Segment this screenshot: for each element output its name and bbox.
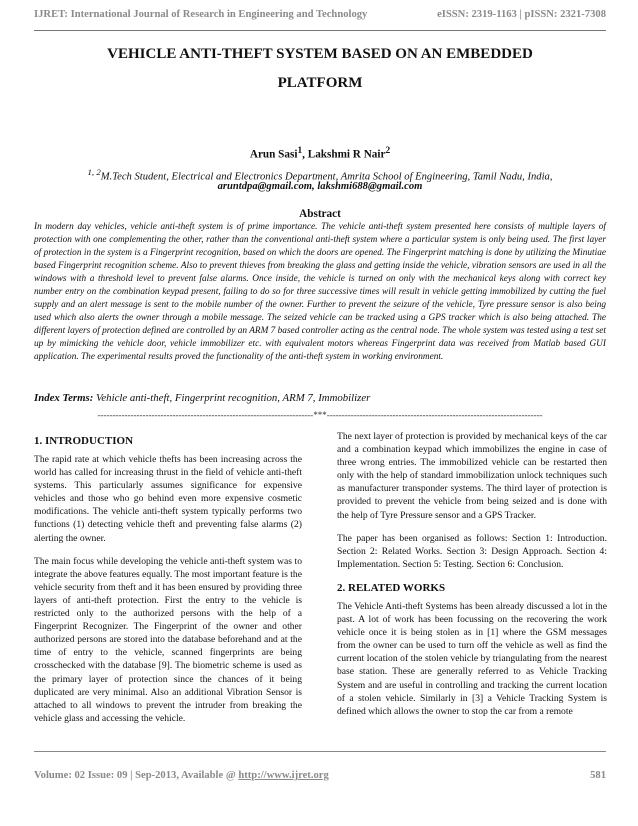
email-separator: , xyxy=(312,181,318,192)
journal-url-link[interactable]: http://www.ijret.org xyxy=(238,770,329,781)
author-email-1[interactable]: aruntdpa@gmail.com xyxy=(217,181,313,192)
paper-title-line1: VEHICLE ANTI-THEFT SYSTEM BASED ON AN EMBEDDED xyxy=(107,46,533,62)
abstract-text: In modern day vehicles, vehicle anti-theft system is of prime importance. The vehicle anti-theft system presented here consists of multiple layers of protection with one complementing the other, rather than the conventional anti-theft system where a particular system is only being used. The first layer of protection in the system is a Fingerprint recognition, based on which the doors are opened. The Fingerprint matching is done by utilizing the Minutiae based Fingerprint recognition scheme. Also to prevent thieves from breaking the glass and getting inside the vehicle, vibration sensors are used in all the windows with a threshold level to prevent false alarms. Once inside, the vehicle is turned on only with the mechanical keys along with correct key number entry on the combination keypad present, failing to do so for three successive times will result in vehicle getting immobilized by cutting the fuel supply and an alert message is sent to the mobile number of the owner. Further to prevent the seizure of the vehicle, Tyre pressure sensor is also being used which also alerts the owner through a mobile message. The seized vehicle can be tracked using a GPS tracker which is also being attached. The different layers of protection defined are controlled by an ARM 7 based controller acting as the central node. The whole system was tested using a test set up by mimicking the vehicle door, vehicle immobilizer etc. with equivalent motors whereas Fingerprint data was received from Matlab based GUI application. The experimental results proved the functionality of the anti-theft system in working environment. xyxy=(34,222,606,362)
paper-title xyxy=(34,40,606,98)
author-superscript-2: 2 xyxy=(385,146,391,156)
affiliation-superscript: 1, 2 xyxy=(87,167,101,177)
introduction-paragraph-3: The next layer of protection is provided by mechanical keys of the car and a combination keypad which immobilizes the engine in case of three wrong entries. The immobilized vehicle can be restarted then only with the help of standard immobilization unlock techniques such as manufacturer transponder systems. The third layer of protection is provided to prevent the vehicle from being seized and is done with the help of Tyre Pressure sensor and a GPS Tracker. xyxy=(337,431,607,521)
header-rule xyxy=(34,30,606,31)
right-column xyxy=(337,430,607,728)
journal-name: IJRET: International Journal of Research in Engineering and Technology xyxy=(34,9,368,20)
section-separator: ------------------------------------------------------------------------***------------------------------------------------------------------------ xyxy=(97,410,543,420)
index-terms-label: Index Terms: xyxy=(34,392,94,404)
journal-header xyxy=(34,8,606,22)
author-list xyxy=(34,144,606,162)
author-email-2[interactable]: lakshmi688@gmail.com xyxy=(317,181,423,192)
author-name-1: Arun Sasi xyxy=(249,148,298,161)
journal-issn: eISSN: 2319-1163 | pISSN: 2321-7308 xyxy=(437,9,606,20)
introduction-heading: 1. INTRODUCTION xyxy=(34,435,134,447)
introduction-paragraph-2: The main focus while developing the vehicle anti-theft system was to integrate the above features equally. The most important feature is the vehicle security from theft and it has been ensured by providing three layers of anti-theft protection. First the entry to the vehicle is restricted only to the authorized persons with the help of a Fingerprint Recognizer. The Fingerprint of the owner and other authorized persons are stored into the database beforehand and at the time of entry to the vehicle, scanned fingerprints are being crosschecked with the database [9]. The biometric scheme is used as the primary layer of protection since the chances of it being duplicated are very minimal. Also an additional Vibration Sensor is attached to all windows to prevent the intruder from breaking the vehicle glass and accessing the vehicle. xyxy=(34,555,302,724)
author-separator: , xyxy=(302,148,308,161)
organisation-paragraph: The paper has been organised as follows: Section 1: Introduction. Section 2: Related Works. Section 3: Design Approach. Section 4: Implementation. Section 5: Testing. Section 6: Conclusion. xyxy=(337,532,607,570)
footer-rule xyxy=(34,751,606,752)
footer-volume-text: Volume: 02 Issue: 09 | Sep-2013, Available @ xyxy=(34,770,239,781)
author-superscript-1: 1 xyxy=(297,146,303,156)
author-name-2: Lakshmi R Nair xyxy=(307,148,386,161)
related-works-heading: 2. RELATED WORKS xyxy=(337,581,446,594)
affiliation-text: M.Tech Student, Electrical and Electronics Department, Amrita School of Engineering, Tamil Nadu, India, xyxy=(100,171,553,183)
index-terms xyxy=(34,391,606,405)
related-works-paragraph: The Vehicle Anti-theft Systems has been already discussed a lot in the past. A lot of work has been focussing on the recovering the work vehicle once it is being stolen as in [1] where the GSM messages from the owner can be used to turn off the vehicle as well as find the current location of the stolen vehicle by triangulating from the nearest base station. These are generally referred to as Vehicle Tracking System and are useful in controlling and tracking the current location of a stolen vehicle. Similarly in [3] a Vehicle Tracking System is defined which allows the owner to stop the car from a remote xyxy=(337,600,607,717)
index-terms-text: Vehicle anti-theft, Fingerprint recognition, ARM 7, Immobilizer xyxy=(93,392,371,404)
abstract-heading: Abstract xyxy=(299,208,341,220)
page-footer xyxy=(34,769,606,783)
left-column xyxy=(34,430,302,735)
page-number: 581 xyxy=(590,770,606,781)
paper-title-line2: PLATFORM xyxy=(277,75,363,91)
author-emails xyxy=(34,180,606,194)
footer-volume-info xyxy=(34,769,329,783)
introduction-paragraph-1: The rapid rate at which vehicle thefts has been increasing across the world has called for increasing thrust in the field of vehicle anti-theft systems. This particularly assumes significance for expensive vehicles and those who go behind even more expensive cosmetic modifications. The vehicle anti-theft system typically performs two functions (1) detecting vehicle theft and preventing false alarms (2) alerting the owner. xyxy=(34,454,302,544)
